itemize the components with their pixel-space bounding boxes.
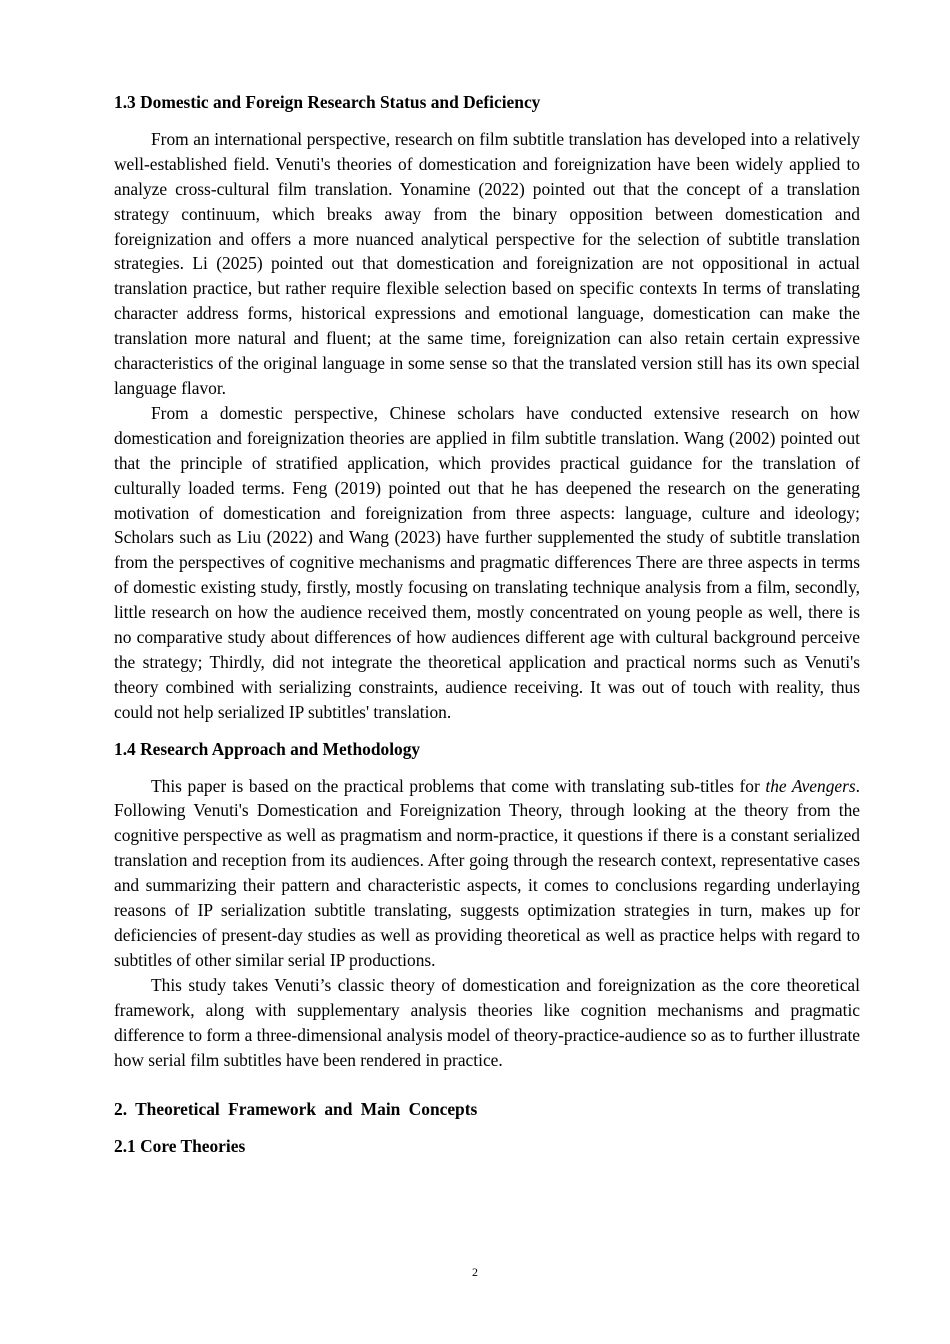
page-content	[114, 90, 860, 1159]
section-heading-2-1: 2.1 Core Theories	[114, 1136, 246, 1157]
section-heading-2: 2. Theoretical Framework and Main Concepts	[114, 1099, 478, 1120]
paragraph-framework-summary: This study takes Venuti’s classic theory of domestication and foreignization as the core theoretical framework, along with supplementary analysis theories like cognition mechanisms and pragmatic difference to form a three-dimensional analysis model of theory-practice-audience so as to further illustrate how serial film subtitles have been rendered in practice.	[114, 974, 860, 1070]
paragraph-international-perspective: From an international perspective, research on film subtitle translation has developed into a relatively well-established field. Venuti's theories of domestication and foreignization have been widely applied to analyze cross-cultural film translation. Yonamine (2022) pointed out that the concept of a translation strategy continuum, which breaks away from the binary opposition between domestication and foreignization and offers a more nuanced analytical perspective for the selection of subtitle translation strategies. Li (2025) pointed out that domestication and foreignization are not oppositional in actual translation practice, but rather require flexible selection based on specific contexts In terms of translating character address forms, historical expressions and emotional language, domestication can make the translation more natural and fluent; at the same time, foreignization can also retain certain expressive characteristics of the original language in some sense so that the translated version still has its own special language flavor.	[114, 128, 860, 398]
paragraph-text-end: . Following Venuti's Domestication and Foreignization Theory, through looking at the theory from the cognitive perspective as well as pragmatism and norm-practice, it questions if there is a constant serialized translation and reception from its audiences. After going through the research context, representative cases and summarizing their pattern and characteristic aspects, it comes to conclusions regarding underlaying reasons of IP serialization subtitle translating, suggests optimization strategies in turn, makes up for deficiencies of present-day studies as well as providing theoretical as well as practice helps with regard to subtitles of other similar serial IP productions.	[114, 775, 861, 970]
paragraph-research-approach	[114, 774, 860, 973]
page-number: 2	[472, 1265, 478, 1279]
section-heading-1-4: 1.4 Research Approach and Methodology	[114, 738, 421, 759]
paragraph-text-start: This paper is based on the practical problems that come with translating sub-titles for	[151, 775, 766, 796]
paragraph-domestic-perspective: From a domestic perspective, Chinese scholars have conducted extensive research on how domestication and foreignization theories are applied in film subtitle translation. Wang (2002) pointed out that the principle of stratified application, which provides practical guidance for the translation of culturally loaded terms. Feng (2019) pointed out that he has deepened the research on the generating motivation of domestication and foreignization from three aspects: language, culture and ideology; Scholars such as Liu (2022) and Wang (2023) have further supplemented the study of subtitle translation from the perspectives of cognitive mechanisms and pragmatic differences There are three aspects in terms of domestic existing study, firstly, mostly focusing on translating technique analysis from a film, secondly, little research on how the audience received them, mostly concentrated on young people as well, there is no comparative study about differences of how audiences different age with cultural background perceive the strategy; Thirdly, did not integrate the theoretical application and practical norms such as Venuti's theory combined with serializing constraints, audience receiving. It was out of touch with reality, thus could not help serialized IP subtitles' translation.	[114, 402, 860, 722]
film-title-italic: the Avengers	[765, 775, 856, 796]
section-heading-1-3: 1.3 Domestic and Foreign Research Status and Deficiency	[114, 92, 541, 112]
